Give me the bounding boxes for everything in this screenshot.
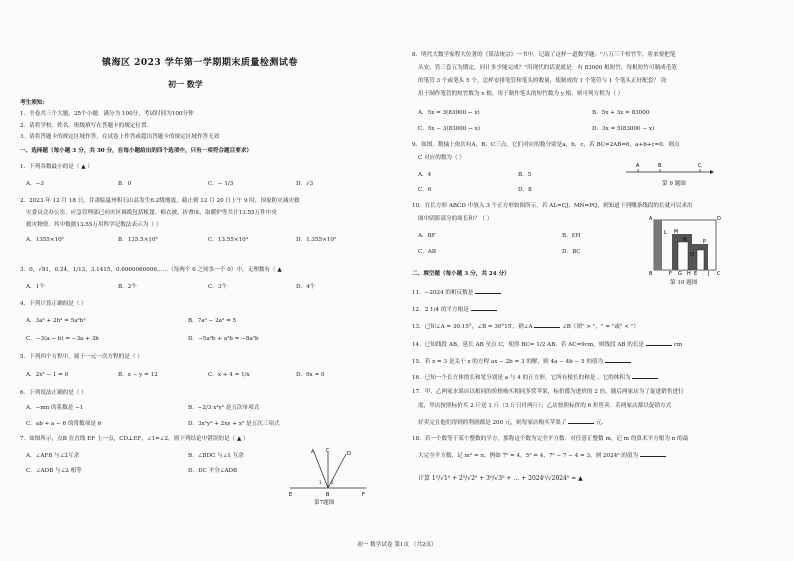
q8-option-d: D．3x = 5(83000 − x) bbox=[592, 126, 655, 132]
q1-stem: 1．下列各数最小的是（ ▲ ） bbox=[20, 164, 93, 170]
q4-stem: 4．下列计算正确的是（ ） bbox=[20, 301, 87, 307]
q5-option-a: A．2x² − 1 = 0 bbox=[26, 372, 69, 378]
q17-line: 17．甲、乙两家水果店以相同的价格购买相同多筐苹果，标价都为进价的 2 倍，随后两家店为了促进销售进行 bbox=[412, 389, 684, 395]
q8-line: 8．明代大数学家程大位著的《算法统宗》一书中，记载了这样一道数学题："八万三千短竹竿，将来要把笔 bbox=[412, 52, 676, 58]
q8-line: 头安，管三套五为期定，问计多少能完成？"用现代的话说就是：有 83000 根短竹，每根短竹可制成毛笔 bbox=[418, 65, 677, 71]
q7-option-c: C．∠ADB 与∠2 相等 bbox=[26, 468, 82, 474]
q13-stem bbox=[412, 322, 639, 331]
q1-option-b: B．0 bbox=[118, 181, 132, 187]
fig10-label: M bbox=[674, 229, 679, 235]
q6-option-b: B．−2/3 x²y² 是五次单项式 bbox=[188, 405, 260, 411]
section1-heading: 一、选择题（每小题 3 分，共 30 分，在每小题给出的四个选项中，只有一项符合题目要求） bbox=[20, 148, 253, 154]
q18-line: 18．若一个数等于某个整数的平方，那称这个数为完全平方数．对任意正整数 m，记 m 的算术平方根为 n 的最 bbox=[412, 436, 689, 442]
q5-option-c: C．x + 4 = 1/x bbox=[208, 372, 250, 378]
fig10-label: A bbox=[649, 216, 653, 222]
q4-option-b: B．7a² − 2a² = 5 bbox=[188, 318, 237, 324]
q1-option-a: A．−3 bbox=[26, 181, 44, 187]
fig10-label: N bbox=[683, 237, 687, 243]
q2-line: 灾委员会办公室、应急管理部已向灾区调拨包括帐篷、棉衣被、折叠床、取暖炉等共计13.55万件中央 bbox=[26, 210, 277, 216]
notice-item: 2．请将学校、姓名、班级填写在答题卡的规定位置． bbox=[20, 123, 153, 129]
q17-answer-blank bbox=[568, 418, 594, 424]
q10-option-a: A．BF bbox=[418, 233, 436, 239]
q7-option-a: A．∠AFB 与∠2互余 bbox=[26, 453, 80, 459]
q5-option-d: D．6x = 0 bbox=[296, 372, 325, 378]
q7-figure bbox=[288, 448, 368, 498]
q13-answer-blank bbox=[534, 322, 560, 328]
fig7-label: 2 bbox=[331, 480, 334, 485]
q14-text: 14．已知线段 AB，延长 AB 至点 C，使得 BC= 1/2 AB，若 AC=9cm，则线段 AB 的长是 bbox=[412, 342, 645, 348]
q4-option-c: C．−3(a − b) = −3a + 3b bbox=[26, 336, 99, 342]
q3-option-d: D．4个 bbox=[296, 284, 316, 290]
q9-option-a: A．4 bbox=[418, 172, 432, 178]
q10-option-b: B．EH bbox=[562, 233, 581, 239]
q3-option-a: A．1个 bbox=[26, 284, 45, 290]
q9-option-d: D．8 bbox=[518, 187, 532, 193]
fig10-label: J bbox=[708, 271, 710, 276]
q2-option-a: A．1355×10² bbox=[26, 237, 64, 243]
q3-option-c: C．3个 bbox=[208, 284, 228, 290]
q8-option-b: B．5x + 3x = 83000 bbox=[592, 110, 650, 116]
notice-item: 3．请将答题卡的规定区域作答，在试卷上作答或超出答题卡的规定区域作答无效 bbox=[20, 134, 220, 140]
q18-text: 大完全平方数，记 m⁰ = n，例如 7⁰ = 4，5⁰ = 4，7⁰ − 7 − 4 = 3，则 2024⁰ 的值为 bbox=[418, 453, 639, 459]
q10-option-c: C．AB bbox=[418, 249, 437, 255]
q3-option-b: B．2个 bbox=[118, 284, 137, 290]
q11-text: 11．−2024 的相反数是 bbox=[412, 290, 474, 296]
q7-option-d: D．DC 平分∠ADB bbox=[188, 468, 238, 474]
q3-stem: 3．0，√81，0.2̇4̇，1/13，3.1415，0.6060060006……（每两个 6 之间多一个 0）中，无理数有（ ▲ bbox=[20, 267, 282, 273]
fig9-label: B bbox=[658, 163, 662, 169]
fig9-label: A bbox=[636, 163, 640, 169]
q10-line: 10．在长方形 ABCD 中放入 3 个正方形如图所示，若 AL=CJ，MN=PQ，则知道下列哪条线段的长就可以求出 bbox=[412, 203, 693, 209]
q6-option-a: A．−mn 的系数是 −1 bbox=[26, 405, 84, 411]
q12-stem bbox=[412, 305, 497, 314]
q9-option-c: C．6 bbox=[418, 187, 432, 193]
q17-line-answer bbox=[418, 418, 607, 427]
exam-subtitle: 初一 数学 bbox=[168, 79, 203, 89]
q5-stem: 5．下列四个方程中，属于一元一次方程的是（ ） bbox=[20, 354, 143, 360]
q8-line: 的笔管 3 个或笔头 5 个，怎样安排笔管和笔头的数量，使制成的 1 个笔管与 1 个笔头正好配套？ 设 bbox=[418, 78, 667, 84]
q1-option-c: C．− 1/3 bbox=[208, 181, 234, 187]
q5-option-b: B．x − y = 12 bbox=[118, 372, 158, 378]
q9-line: C 对应的数为（ ） bbox=[418, 155, 465, 161]
q8-option-a: A．5x = 3(83000 − x) bbox=[418, 110, 480, 116]
q18-line-answer bbox=[418, 451, 666, 460]
q10-caption: 第 10 题图 bbox=[670, 280, 698, 286]
fig10-label: F bbox=[669, 271, 672, 276]
fig10-label: Q bbox=[690, 252, 694, 258]
fig7-label: C bbox=[326, 448, 330, 454]
q15-stem bbox=[412, 357, 631, 366]
q10-figure bbox=[648, 214, 724, 276]
q7-caption: 第7题图 bbox=[314, 500, 335, 506]
q1-option-d: D．√3 bbox=[296, 181, 314, 187]
q9-line: 9．如图，数轴上依次有A，B，C三点，它们对应的数分别是a，b，c，若 BC=2AB=6，a+b+c=0．则点 bbox=[412, 142, 680, 148]
q9-option-b: B．5 bbox=[518, 172, 532, 178]
fig10-label: C bbox=[717, 271, 721, 276]
fig7-label: A bbox=[311, 449, 315, 455]
fig9-label: C bbox=[698, 163, 702, 169]
q7-stem: 7．如图所示，点B 在直线 EF 上一点，CD⊥EF，∠1=∠2，则下列结论中错误的是（ ▲ ） bbox=[20, 436, 249, 442]
q2-line: 救灾物资．其中数据13.55万用科学记数法表示为（ ） bbox=[26, 222, 162, 228]
q15-answer-blank bbox=[605, 357, 631, 363]
q17-text: 好卖完且他们得到的利润都是 200 元，则每家店购买苹果了 bbox=[418, 420, 567, 426]
section2-heading: 二、填空题（每小题 3 分，共 24 分） bbox=[412, 271, 510, 277]
q14-unit: cm bbox=[673, 342, 683, 348]
q16-answer-blank bbox=[632, 373, 658, 379]
q4-option-a: A．3a² + 2b² = 5a²b² bbox=[26, 318, 86, 324]
q18-answer-blank bbox=[640, 451, 666, 457]
fig7-label: E bbox=[289, 492, 293, 498]
q9-caption: 第 9 题图 bbox=[662, 181, 686, 187]
q16-stem bbox=[412, 373, 658, 382]
q8-option-c: C．5x − 3(83000 − x) bbox=[418, 126, 480, 132]
q2-option-c: C．13.55×10⁴ bbox=[208, 237, 248, 243]
fig7-label: D bbox=[347, 451, 351, 457]
q13-text-b: ∠B（填" > "，" = "或" < "） bbox=[562, 324, 640, 330]
fig7-label: 1 bbox=[319, 480, 322, 485]
q4-option-d: D．−5a²b + a²b = −8a²b bbox=[188, 336, 259, 342]
q9-number-line bbox=[624, 160, 714, 180]
q10-line: 图中阴影部分的周长和？（ ） bbox=[418, 216, 493, 222]
fig10-label: B bbox=[649, 271, 653, 276]
q17-line: 度，甲店按照标价买 2 斤送 1 斤（3 斤只付两斤）；乙店按照标价的 6 折售卖．若两家店都以促销方式 bbox=[418, 403, 672, 409]
fig10-label: P bbox=[703, 239, 707, 245]
q12-answer-blank bbox=[471, 305, 497, 311]
fig10-label: L bbox=[664, 230, 667, 236]
q17-unit: 元． bbox=[596, 420, 608, 426]
q8-line: 用于制作笔管的短竹数为 x 根，用于制作笔头的短竹数为 y 根，则可列方程为（ ） bbox=[418, 91, 624, 97]
q6-option-c: C．ab + a − 6 的常数项是 6 bbox=[26, 421, 102, 427]
q2-option-d: D．1.355×10⁵ bbox=[296, 237, 337, 243]
fig10-label: H bbox=[687, 271, 691, 276]
q14-answer-blank bbox=[646, 340, 672, 346]
q12-text: 12．2 1/4 的平方根是 bbox=[412, 307, 469, 313]
q6-stem: 6．下列说法正确的是（ ） bbox=[20, 390, 87, 396]
q2-line: 2．2023 年 12 月 18 日，甘肃临夏州积石山县发生6.2级地震，截止到 12 月 20 日上午 9 时，国家防灾减灾救 bbox=[20, 198, 300, 204]
q11-stem bbox=[412, 288, 501, 297]
fig7-label: B bbox=[326, 492, 330, 498]
q7-option-b: B．∠BDC 与∠1 互余 bbox=[188, 453, 244, 459]
q11-answer-blank bbox=[475, 288, 501, 294]
page-footer: 初一 数学试卷 第1页 （共2页） bbox=[357, 542, 437, 548]
notice-item: 1．全卷共三个大题，25个小题．满分为 100分，考试时间为100分钟 bbox=[20, 111, 194, 117]
q16-text: 16．已知一个长方体的长和宽分别是 a 与 4 的正方形，它所有棱长的和是 ，它的体积为 bbox=[412, 375, 631, 381]
exam-title: 镇海区 2023 学年第一学期期末质量检测试卷 bbox=[102, 58, 298, 68]
fig10-label: D bbox=[717, 216, 721, 222]
fig10-label: E bbox=[694, 271, 698, 276]
fig10-label: G bbox=[678, 271, 682, 276]
q6-option-d: D．3x²y² + 2xy + x² 是五次三项式 bbox=[188, 421, 280, 427]
fig7-label: F bbox=[362, 492, 365, 498]
q13-text: 13．已知∠A = 30.15°，∠B = 30°15′，则∠A bbox=[412, 324, 533, 330]
q14-stem bbox=[412, 340, 682, 349]
q18-formula: 计算 1⁰/√1⁰ + 2⁰/√2⁰ + 3⁰/√3⁰ + … + 2024⁰/√2024⁰ = ▲ bbox=[418, 475, 583, 482]
q2-option-b: B．135.5×10³ bbox=[118, 237, 158, 243]
q10-option-d: D．BC bbox=[562, 249, 581, 255]
q15-text: 15．若 x = 3 是关于 x 的方程 ax − 2b = 3 的解，则 4a − 4b − 5 的值为 bbox=[412, 359, 604, 365]
notice-heading: 考生须知: bbox=[20, 100, 45, 106]
